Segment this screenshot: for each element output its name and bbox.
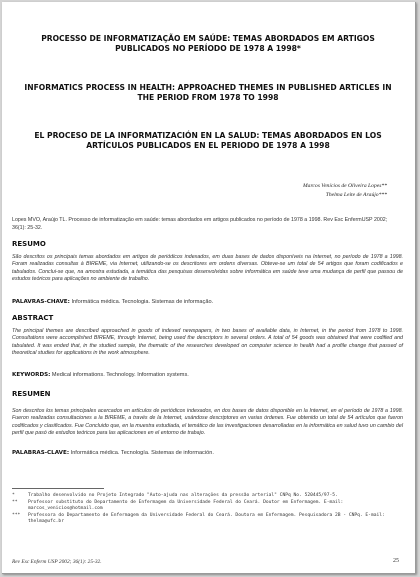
resumen-text: Son descritos los temas principales acercados en artículos de periódicos indexados, en dos bases de datos disponible en la Internet, en el período de 1978 a 1998. Fueron realizadas consultaciones a la BIREME, a través de la Internet, usándose descriptores en varias órdenes. Fue obtenido un total de 54 artículos que fueron codificados y clasificados. Fue Concluido que, en la muestra estudiada, el temático de las investigaciones desarrolladas en la informática en salud tuvo un cambio del perfil que pasó de estudios teóricos para las aplicaciones en el entorno de trabajo. — [12, 408, 403, 436]
footnote-2 — [12, 500, 402, 513]
title-spanish: EL PROCESO DE LA INFORMATIZACIÓN EN LA SALUD: TEMAS ABORDADOS EN LOS ARTÍCULOS PUBLICADOS EN EL PERIODO DE 1978 A 1998 — [34, 131, 382, 150]
title-portuguese: PROCESSO DE INFORMATIZAÇÃO EM SAÚDE: TEMAS ABORDADOS EM ARTIGOS PUBLICADOS NO PERÍODO DE 1978 A 1998* — [41, 34, 375, 53]
author-first: Marcos Venícios de Oliveira Lopes** — [303, 183, 387, 189]
resumen-heading: RESUMEN — [12, 390, 51, 398]
footnote-list — [12, 493, 402, 526]
resumo-keywords-value: Informática médica. Tecnologia. Sistemas de informação. — [71, 299, 214, 305]
footer-journal: Rev Esc Enferm USP 2002; 36(1): 25-32. — [12, 559, 102, 565]
footnote-3 — [12, 513, 402, 526]
author-list — [303, 182, 387, 199]
footnote-2-text: Professor substituto do Departamento de Enfermagem da Universidade Federal do Ceará. Doutor em Enfermagem. E-mail: marcos_venicios@hotmail.com — [28, 499, 344, 512]
resumen-keywords — [12, 450, 403, 456]
journal-page — [2, 2, 416, 574]
resumo-text: São descritos os principais temas abordados em artigos de periódicos indexados, em duas bases de dados disponíveis na Internet, no período de 1978 a 1998. Foram realizadas consultas à BIREME, via Internet, utilizando-se os descritores em ordens diversas. Obteve-se um total de 54 artigos que foram codificados e tabulados. Conclui-se que, na amostra estudada, a temática das pesquisas desenvolvidas sobre informática em saúde teve uma mudança de perfil que passou de estudos teóricos para aplicações no ambiente de trabalho. — [12, 254, 403, 282]
resumo-keywords — [12, 299, 403, 305]
footnote-2-mark: ** — [12, 499, 18, 505]
title-english: INFORMATICS PROCESS IN HEALTH: APPROACHED THEMES IN PUBLISHED ARTICLES IN THE PERIOD FROM 1978 TO 1998 — [24, 83, 392, 102]
footnote-1 — [12, 493, 402, 500]
resumo-keywords-label: PALAVRAS-CHAVE: — [12, 299, 70, 305]
abstract-heading: ABSTRACT — [12, 314, 54, 322]
citation: Lopes MVO, Araújo TL. Processo de informatização em saúde: temas abordados em artigos publicados no período de 1978 a 1998. Rev Esc EnfermUSP 2002; 36(1): 25-32. — [12, 217, 388, 231]
author-second: Thelma Leite de Araújo*** — [325, 191, 387, 198]
abstract-keywords-value: Medical informations. Technology. Information systems. — [51, 372, 189, 378]
footnote-3-mark: *** — [12, 512, 21, 518]
footnote-1-mark: * — [12, 493, 15, 498]
abstract-keywords-label: KEYWORDS: — [12, 372, 51, 378]
resumen-keywords-value: Informática médica. Tecnología. Sistemas de información. — [70, 450, 214, 456]
abstract-keywords — [12, 372, 403, 378]
page-number: 25 — [393, 558, 399, 564]
resumo-heading: RESUMO — [12, 240, 46, 248]
footnote-3-text: Professora do Departamento de Enfermagem da Universidade Federal do Ceará. Doutora em Enfermagem. Pesquisadora 2B - CNPq. E-mail: thelma@ufc.br — [28, 512, 385, 525]
footnote-divider — [12, 488, 104, 489]
footnote-1-text: Trabalho desenvolvido no Projeto Integrado "Auto-ajuda nas alterações da pressão arterial" CNPq No. 520445/97-5. — [28, 493, 338, 498]
abstract-text: The principal themes are described approached in goods of indexed newspapers, in two bases of available data, in Internet, in the period from 1978 to 1998. Consultations were accomplished BIREME, through Internet, being used the descriptors in several orders. A total of 54 goods was obtained that were codified and tabulated. It was ended that, in the studied sample, the thematic of the researches developed on computer science in health had a profile change that passed of theoretical studies for applications in the work atmosphere. — [12, 328, 403, 356]
resumen-keywords-label: PALABRAS-CLAVE: — [12, 450, 70, 456]
